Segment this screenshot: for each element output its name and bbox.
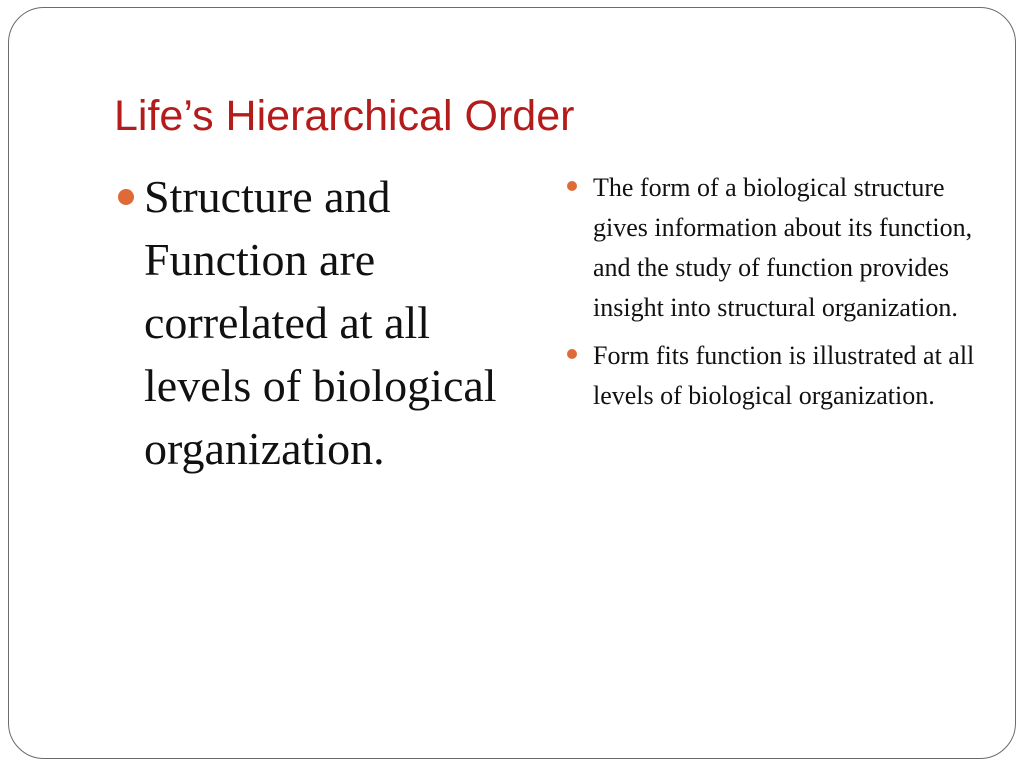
left-content-column bbox=[116, 165, 516, 480]
bullet-dot-icon bbox=[118, 189, 134, 205]
right-bullet-item bbox=[565, 336, 985, 416]
right-content-column bbox=[565, 168, 985, 424]
slide-title: Life’s Hierarchical Order bbox=[114, 92, 575, 140]
bullet-dot-icon bbox=[567, 349, 577, 359]
bullet-dot-icon bbox=[567, 181, 577, 191]
right-bullet-list bbox=[565, 168, 985, 416]
left-bullet-list bbox=[116, 165, 516, 480]
left-bullet-text: Structure and Function are correlated at all levels of biological organization. bbox=[144, 171, 497, 474]
right-bullet-text: The form of a biological structure gives information about its function, and the study of function provides insight into structural organization. bbox=[593, 173, 973, 322]
left-bullet-item bbox=[116, 165, 516, 480]
right-bullet-text: Form fits function is illustrated at all levels of biological organization. bbox=[593, 341, 975, 410]
right-bullet-item bbox=[565, 168, 985, 328]
